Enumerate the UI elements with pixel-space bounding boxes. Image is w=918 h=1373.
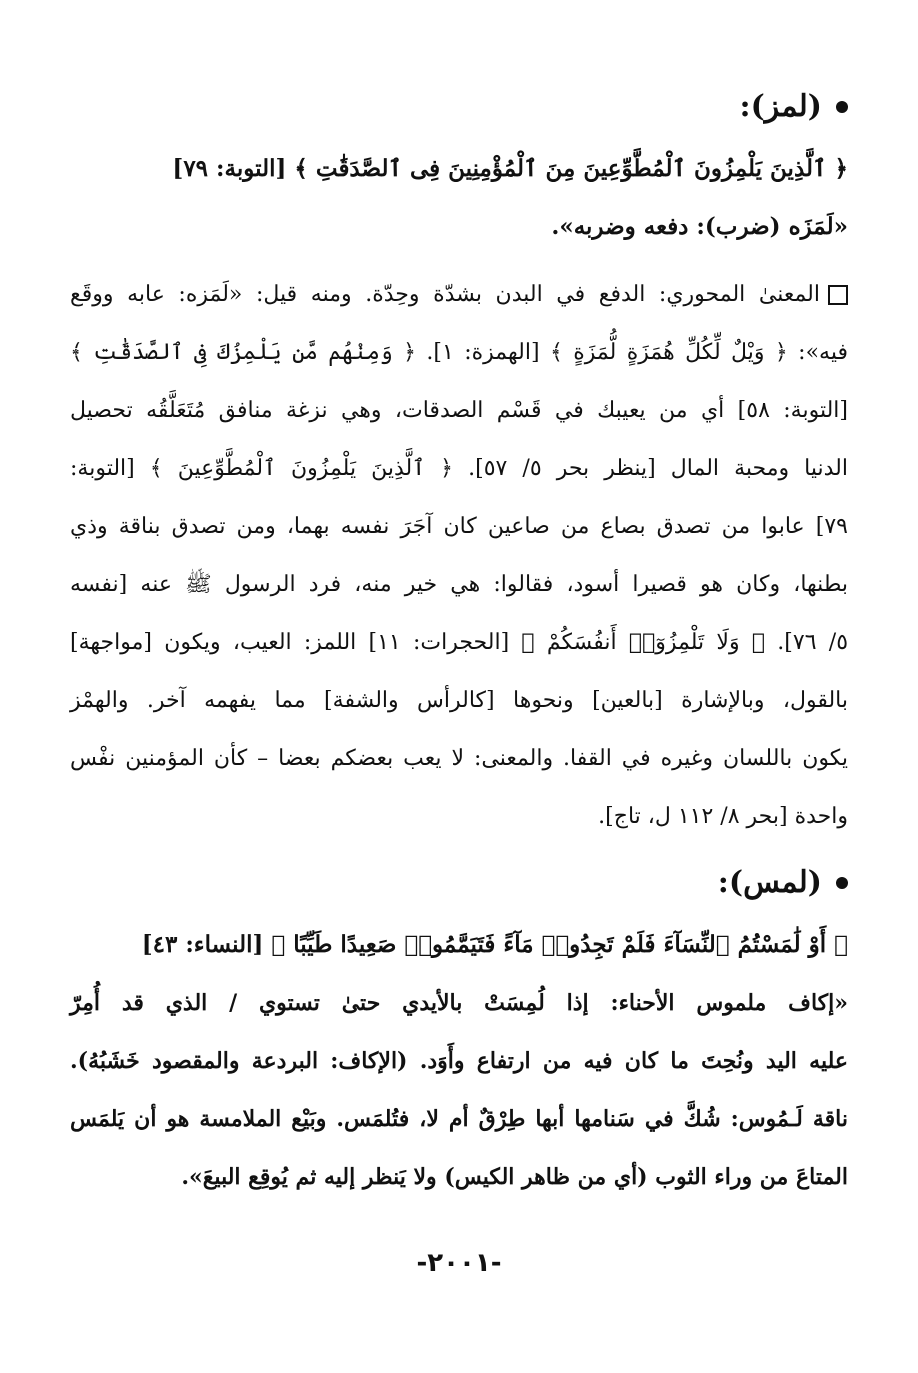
body-line: ٥/ ٧٦]. ﴿ وَلَا تَلْمِزُوٓا۟ أَنفُسَكُمْ ﴾ [الحجرات: ١١] اللمز: العيب، ويكون [مواجهة] [70, 630, 849, 655]
quran-verse: ﴿ أَوْ لَٰمَسْتُمُ ٱلنِّسَآءَ فَلَمْ تَجِدُوا۟ مَآءً فَتَيَمَّمُوا۟ صَعِيدًا طَيِّبًا ﴾ [النساء: ٤٣] [141, 931, 848, 958]
checkbox-icon [828, 285, 848, 305]
bullet-icon [836, 101, 848, 113]
section-heading-lms [70, 858, 848, 908]
body-line: يكون باللسان وغيره في القفا. والمعنى: لا يعب بعضكم بعضا – كأن المؤمنين نفْس [70, 746, 848, 771]
quote-line: المتاعَ من وراء الثوب (أي من ظاهر الكيس) ولا يَنظر إليه ثم يُوقِع البيعَ». [181, 1164, 848, 1190]
quote-line: ناقة لَـمُوس: شُكَّ في سَنامها أبها طِرْقٌ أم لا، فتُلمَس. وبَيْع الملامسة هو أن يَلمَس [70, 1106, 848, 1132]
quran-verse: ﴿ ٱلَّذِينَ يَلْمِزُونَ ٱلْمُطَّوِّعِينَ مِنَ ٱلْمُؤْمِنِينَ فِى ٱلصَّدَقَٰتِ ﴾ [التوبة: ٧٩] [172, 155, 848, 182]
page-body [70, 70, 848, 1206]
body-line: بالقول، وبالإشارة [بالعين] ونحوها [كالرأس والشفة] مما يفهمه آخر. والهمْز [70, 688, 848, 713]
body-line: ٧٩] عابوا من تصدق بصاع من صاعين كان آجَرَ نفسه بهما، ومن تصدق بناقة وذي [70, 514, 848, 539]
body-line: فيه»: ﴿ وَيْلٌ لِّكُلِّ هُمَزَةٍ لُّمَزَةٍ ﴾ [الهمزة: ١]. ﴿ وَمِنْهُم مَّن يَلْمِزُكَ فِى ٱلصَّدَقَٰتِ ﴾ [70, 340, 848, 365]
lexical-quote: «لَمَزَه (ضرب): دفعه وضربه». [551, 213, 848, 240]
section-heading-lmz [70, 82, 848, 132]
heading-text: (لمز): [739, 89, 822, 124]
quote-line: عليه اليد ونُحِتَ ما كان فيه من ارتفاع وأَوَد. (الإكاف: البردعة والمقصود خَشَبُهُ). [70, 1048, 848, 1074]
heading-text: (لمس): [717, 865, 822, 900]
page-number: -٢٠٠١- [416, 1248, 502, 1278]
body-line: المعنىٰ المحوري: الدفع في البدن بشدّة وحِدّة. ومنه قيل: «لَمَزه: عابه ووقَع [70, 266, 848, 324]
quote-line: «إكاف ملموس الأحناء: إذا لُمِسَتْ بالأيدي حتىٰ تستوي / الذي قد أُمِرّ [70, 990, 848, 1016]
body-line: الدنيا ومحبة المال [ينظر بحر ٥/ ٥٧]. ﴿ ٱلَّذِينَ يَلْمِزُونَ ٱلْمُطَّوِّعِينَ ﴾ [التوبة: [70, 456, 848, 481]
body-line: واحدة [بحر ٨/ ١١٢ ل، تاج]. [598, 804, 848, 829]
bullet-icon [836, 877, 848, 889]
body-line: بطنها، وكان هو قصيرا أسود، فقالوا: هي خير منه، فرد الرسول ﷺ عنه [نفسه [70, 572, 848, 597]
body-line: [التوبة: ٥٨] أي من يعيبك في قَسْم الصدقات، وهي نزغة منافق مُتَعَلَّقُه تحصيل [70, 398, 848, 423]
